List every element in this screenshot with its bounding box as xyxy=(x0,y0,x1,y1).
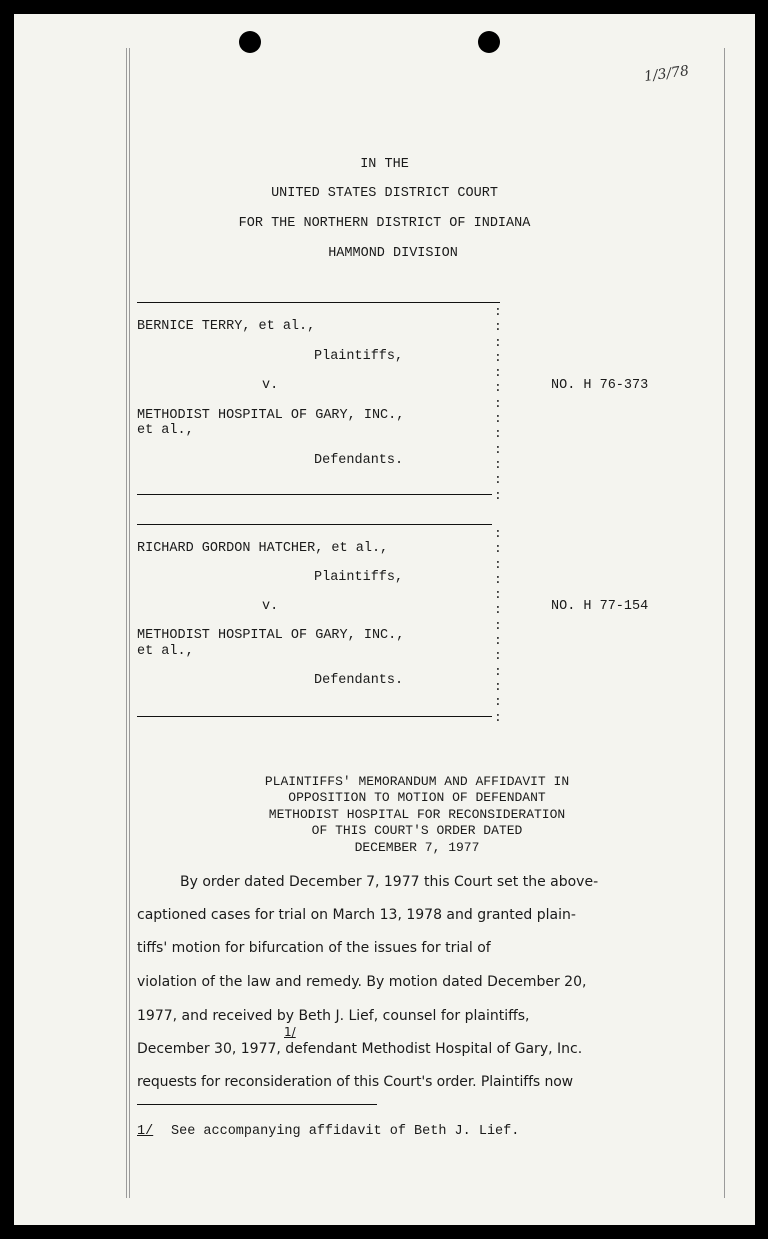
body-line-7: requests for reconsideration of this Court's order. Plaintiffs now xyxy=(137,1074,574,1090)
case1-bottom-rule xyxy=(137,494,492,495)
document-page xyxy=(14,14,755,1225)
case1-defendant-line2: et al., xyxy=(137,423,194,438)
case1-top-rule xyxy=(137,302,500,303)
case1-defendants-label: Defendants. xyxy=(314,453,404,468)
body-line-2: captioned cases for trial on March 13, 1978 and granted plain- xyxy=(137,907,576,923)
title-line-2: OPPOSITION TO MOTION OF DEFENDANT xyxy=(288,790,546,805)
case2-defendant-line1: METHODIST HOSPITAL OF GARY, INC., xyxy=(137,628,405,643)
case2-colon-column: : : : : : : : : : : : : : xyxy=(494,526,502,725)
handwritten-date-note: 1/3/78 xyxy=(643,62,690,86)
case1-defendant-line1: METHODIST HOSPITAL OF GARY, INC., xyxy=(137,408,405,423)
footnote-separator xyxy=(137,1104,377,1105)
title-line-3: METHODIST HOSPITAL FOR RECONSIDERATION xyxy=(268,807,566,822)
case2-number: NO. H 77-154 xyxy=(551,599,649,614)
punch-hole-left xyxy=(239,31,261,53)
body-line-4: violation of the law and remedy. By motion dated December 20, xyxy=(137,974,587,990)
body-line-1: By order dated December 7, 1977 this Court set the above- xyxy=(180,874,599,890)
punch-hole-right xyxy=(478,31,500,53)
case1-plaintiff: BERNICE TERRY, et al., xyxy=(137,319,316,334)
title-line-5: DECEMBER 7, 1977 xyxy=(354,840,480,855)
case2-versus: v. xyxy=(262,599,279,614)
case1-plaintiffs-label: Plaintiffs, xyxy=(314,349,404,364)
case1-number: NO. H 76-373 xyxy=(551,378,649,393)
case1-versus: v. xyxy=(262,378,279,393)
case2-defendant-line2: et al., xyxy=(137,644,194,659)
case1-colon-column: : : : : : : : : : : : : : xyxy=(494,304,502,503)
case2-top-rule xyxy=(137,524,492,525)
case2-defendants-label: Defendants. xyxy=(314,673,404,688)
case2-plaintiffs-label: Plaintiffs, xyxy=(314,570,404,585)
court-header-line-4: HAMMOND DIVISION xyxy=(328,246,458,261)
body-line-6: December 30, 1977, defendant Methodist Hospital of Gary, Inc. xyxy=(137,1041,583,1057)
court-header-line-2: UNITED STATES DISTRICT COURT xyxy=(271,186,498,201)
court-header-line-1: IN THE xyxy=(360,157,409,172)
footnote-marker: 1/ xyxy=(137,1124,154,1139)
footnote-text: See accompanying affidavit of Beth J. Lief. xyxy=(171,1124,520,1139)
body-line-3: tiffs' motion for bifurcation of the issues for trial of xyxy=(137,940,491,956)
case2-plaintiff: RICHARD GORDON HATCHER, et al., xyxy=(137,541,389,556)
footnote-ref-marker: 1/ xyxy=(284,1025,296,1039)
court-header-line-3: FOR THE NORTHERN DISTRICT OF INDIANA xyxy=(238,216,531,231)
body-line-5: 1977, and received by Beth J. Lief, counsel for plaintiffs, xyxy=(137,1008,530,1024)
case2-bottom-rule xyxy=(137,716,492,717)
title-line-1: PLAINTIFFS' MEMORANDUM AND AFFIDAVIT IN xyxy=(264,774,570,789)
title-line-4: OF THIS COURT'S ORDER DATED xyxy=(311,823,523,838)
